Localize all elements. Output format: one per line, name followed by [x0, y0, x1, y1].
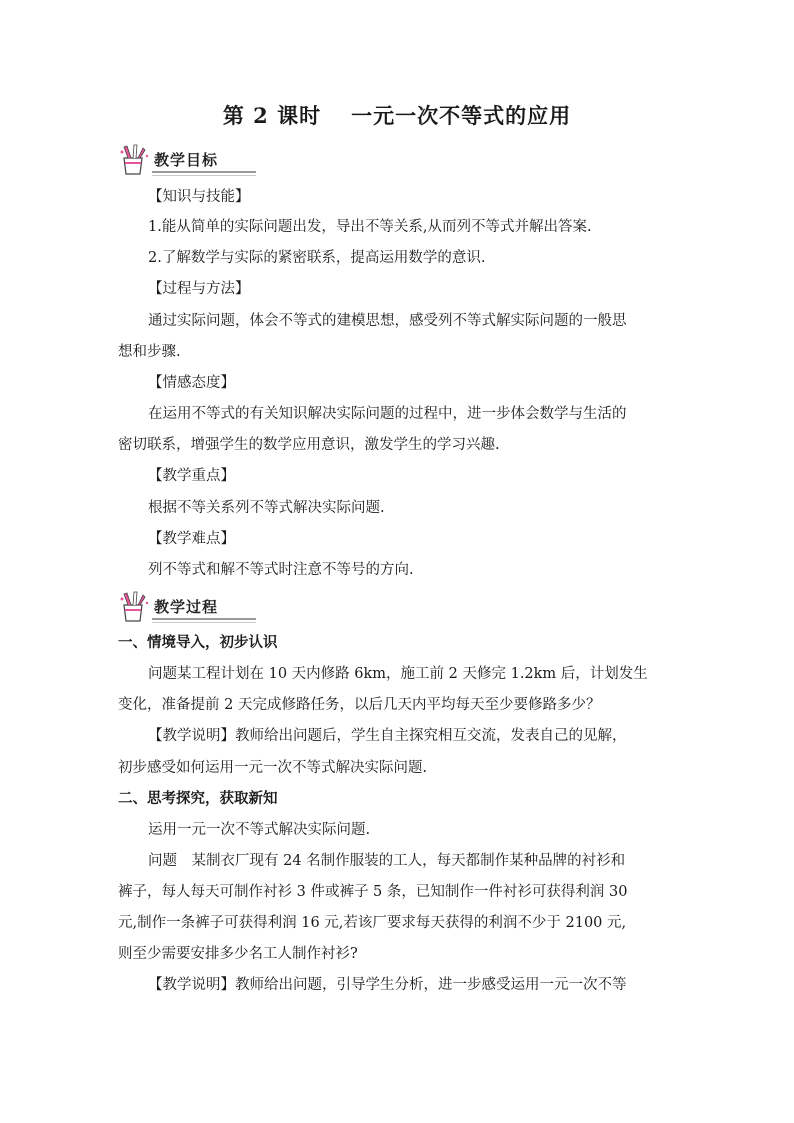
objectives-section-heading — [116, 146, 256, 176]
method-text-line1: 通过实际问题，体会不等式的建模思想，感受列不等式解实际问题的一般思 — [148, 313, 627, 329]
part2-question-line3: 元,制作一条裤子可获得利润 16 元,若该厂要求每天获得的利润不少于 2100 元, — [118, 915, 627, 931]
key-point-label: 【教学重点】 — [148, 468, 235, 484]
part2-intro: 运用一元一次不等式解决实际问题. — [148, 822, 371, 838]
knowledge-item-2: 2.了解数学与实际的紧密联系，提高运用数学的意识. — [148, 250, 486, 266]
title-lesson-number: 第 2 课时 — [222, 103, 322, 128]
pencil-cup-icon — [116, 591, 152, 623]
part1-note-line1: 【教学说明】教师给出问题后，学生自主探究相互交流，发表自己的见解， — [148, 728, 627, 744]
part2-note-line1: 【教学说明】教师给出问题，引导学生分析，进一步感受运用一元一次不等 — [148, 977, 627, 993]
part2-heading: 二、思考探究，获取新知 — [118, 791, 278, 807]
part1-heading: 一、情境导入，初步认识 — [118, 635, 278, 651]
pencil-cup-icon — [116, 144, 152, 176]
heading-rule — [152, 618, 256, 620]
knowledge-label: 【知识与技能】 — [148, 189, 250, 205]
page-title — [0, 100, 794, 130]
part2-question-line4: 则至少需要安排多少名工人制作衬衫? — [118, 946, 358, 962]
title-topic: 一元一次不等式的应用 — [351, 103, 572, 128]
difficulty-label: 【教学难点】 — [148, 531, 235, 547]
objectives-heading-label: 教学目标 — [154, 151, 219, 169]
part2-question-line2: 裤子，每人每天可制作衬衫 3 件或裤子 5 条，已知制作一件衬衫可获得利润 30 — [118, 884, 628, 900]
part1-note-line2: 初步感受如何运用一元一次不等式解决实际问题. — [118, 760, 428, 776]
emotion-text-line1: 在运用不等式的有关知识解决实际问题的过程中，进一步体会数学与生活的 — [148, 406, 627, 422]
process-heading-label: 教学过程 — [154, 598, 219, 616]
method-label: 【过程与方法】 — [148, 281, 250, 297]
part1-question-line2: 变化，准备提前 2 天完成修路任务，以后几天内平均每天至少要修路多少？ — [118, 697, 601, 713]
heading-rule-thin — [152, 622, 256, 623]
part1-question-line1: 问题某工程计划在 10 天内修路 6km，施工前 2 天修完 1.2km 后，计划发生 — [148, 666, 648, 682]
emotion-text-line2: 密切联系，增强学生的数学应用意识，激发学生的学习兴趣. — [118, 437, 500, 453]
heading-rule-thin — [152, 175, 256, 176]
heading-rule — [152, 171, 256, 173]
emotion-label: 【情感态度】 — [148, 375, 235, 391]
process-section-heading — [116, 593, 256, 623]
part2-question-line1: 问题 某制衣厂现有 24 名制作服装的工人，每天都制作某种品牌的衬衫和 — [148, 853, 626, 869]
key-point-text: 根据不等关系列不等式解决实际问题. — [148, 500, 385, 516]
difficulty-text: 列不等式和解不等式时注意不等号的方向. — [148, 562, 414, 578]
knowledge-item-1: 1.能从简单的实际问题出发，导出不等关系,从而列不等式并解出答案. — [148, 219, 592, 235]
method-text-line2: 想和步骤. — [118, 344, 181, 360]
